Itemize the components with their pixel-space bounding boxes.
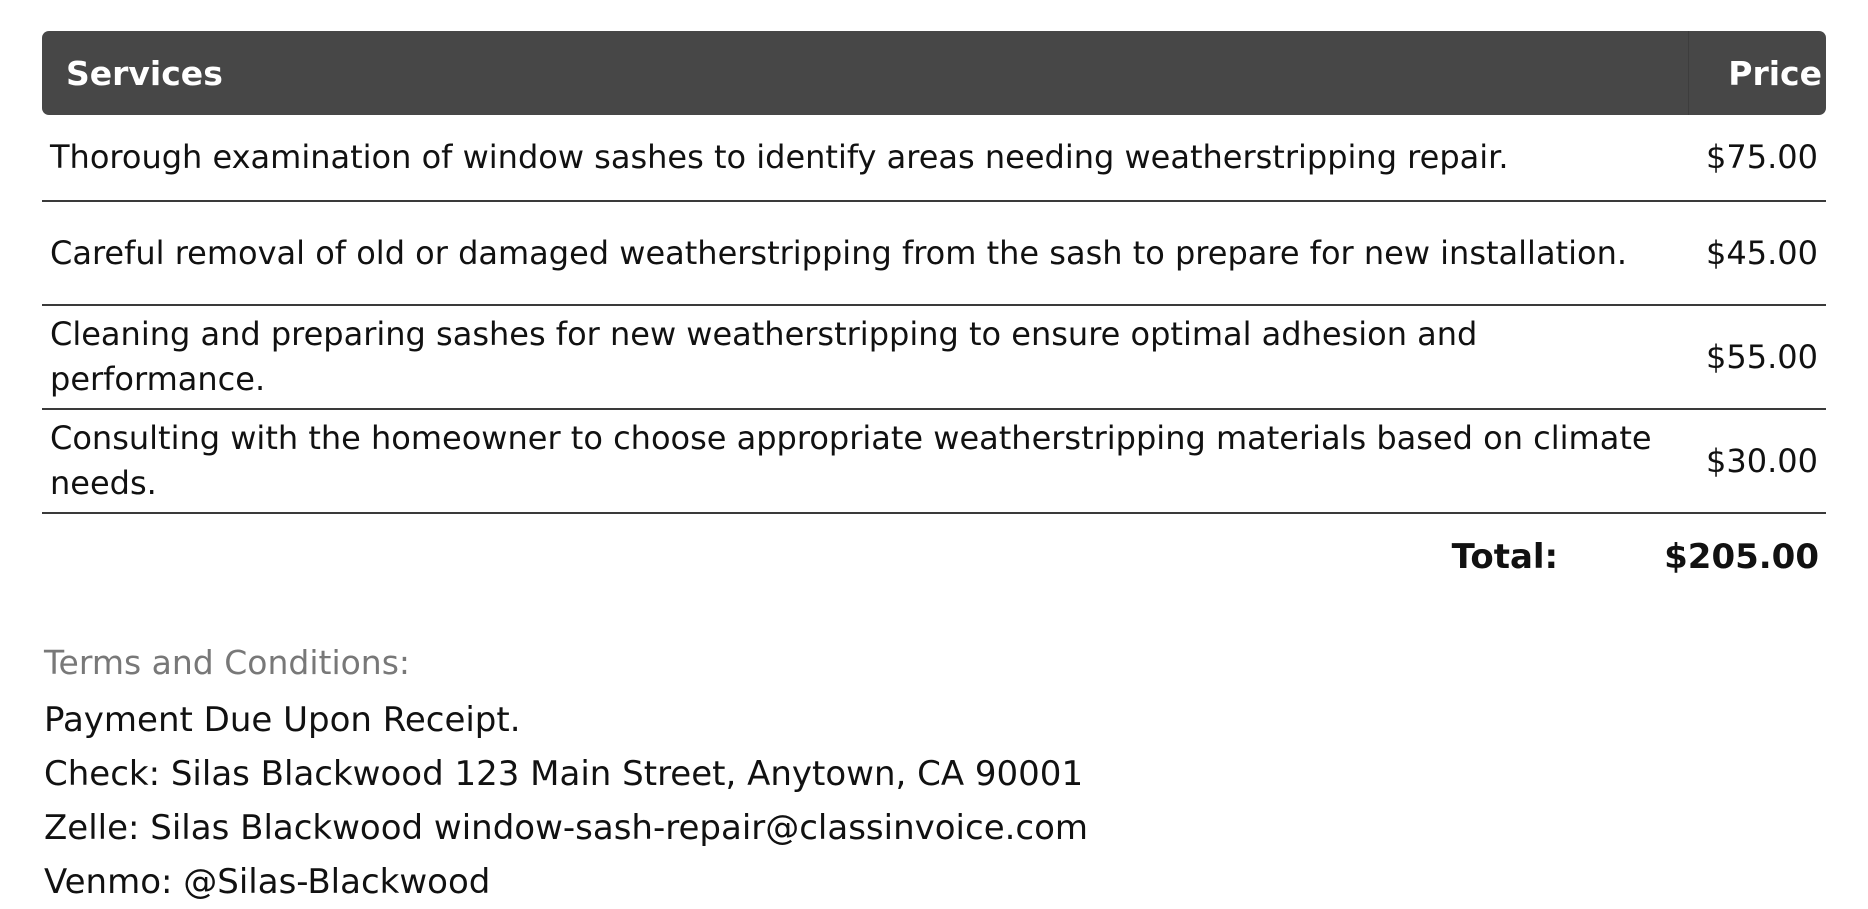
services-column-header: Services — [42, 31, 1688, 115]
terms-line-venmo: Venmo: @Silas-Blackwood — [44, 862, 491, 902]
table-header-row — [42, 31, 1826, 115]
invoice-section — [42, 31, 1826, 599]
service-description: Careful removal of old or damaged weatherstripping from the sash to prepare for new installation. — [42, 201, 1688, 305]
services-table — [42, 31, 1826, 514]
table-row — [42, 115, 1826, 201]
service-price: $55.00 — [1688, 305, 1826, 409]
terms-and-conditions — [44, 637, 1088, 909]
service-price: $45.00 — [1688, 201, 1826, 305]
terms-line-check: Check: Silas Blackwood 123 Main Street, Anytown, CA 90001 — [44, 754, 1084, 794]
total-row — [42, 514, 1826, 599]
service-description: Thorough examination of window sashes to identify areas needing weatherstripping repair. — [42, 115, 1688, 201]
total-value: $205.00 — [1664, 536, 1819, 577]
service-description: Cleaning and preparing sashes for new weatherstripping to ensure optimal adhesion and performance. — [42, 305, 1688, 409]
service-price: $75.00 — [1688, 115, 1826, 201]
service-description: Consulting with the homeowner to choose appropriate weatherstripping materials based on climate needs. — [42, 409, 1688, 513]
table-row — [42, 305, 1826, 409]
terms-title: Terms and Conditions: — [44, 643, 411, 682]
price-column-header: Price — [1688, 31, 1826, 115]
service-price: $30.00 — [1688, 409, 1826, 513]
terms-line-zelle: Zelle: Silas Blackwood window-sash-repair@classinvoice.com — [44, 808, 1089, 848]
terms-line-payment-due: Payment Due Upon Receipt. — [44, 700, 521, 740]
table-row — [42, 201, 1826, 305]
table-row — [42, 409, 1826, 513]
total-label: Total: — [1451, 536, 1559, 577]
